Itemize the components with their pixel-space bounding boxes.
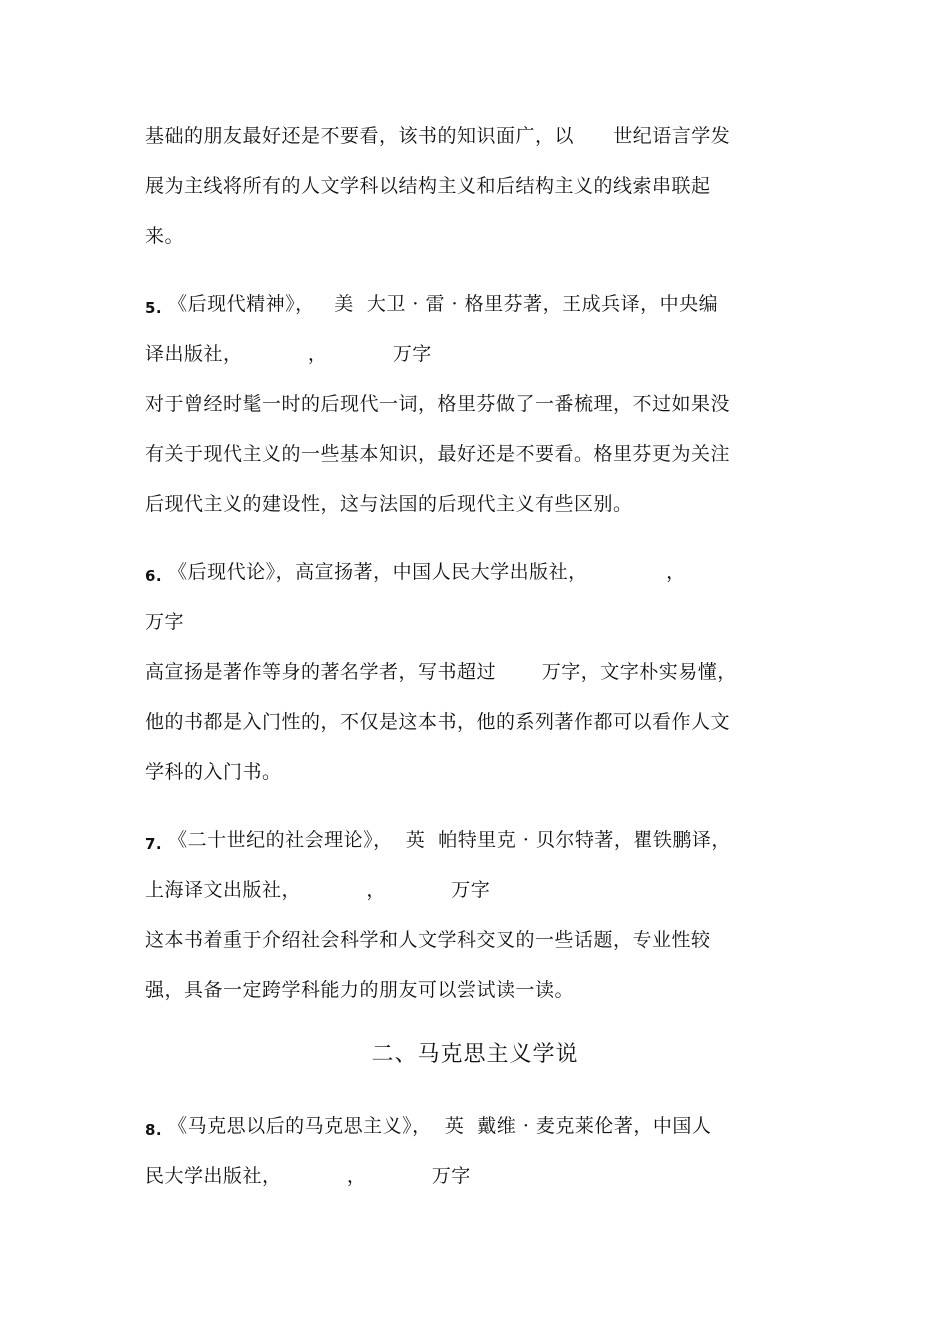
item-6-number: 6. xyxy=(145,567,163,585)
item-6-citation: 《后现代论》，高宣扬著，中国人民大学出版社， ， xyxy=(168,561,686,583)
item-5-citation: 《后现代精神》， 美 大卫 · 雷 · 格里芬著，王成兵译，中央编 xyxy=(168,293,719,315)
item-5-citation-line-1 xyxy=(145,291,718,318)
item-7-citation: 《二十世纪的社会理论》， 英 帕特里克 · 贝尔特著，瞿铁鹏译， xyxy=(168,829,731,851)
intro-line-1: 基础的朋友最好还是不要看，该书的知识面广，以 世纪语言学发 xyxy=(145,125,731,147)
item-6-desc-line-1: 高宣扬是著作等身的著名学者，写书超过 万字，文字朴实易懂， xyxy=(145,661,737,683)
item-7-desc-line-2: 强，具备一定跨学科能力的朋友可以尝试读一读。 xyxy=(145,979,575,1001)
item-6-citation-line-2: 万字 xyxy=(145,611,185,633)
item-6-desc-line-3: 学科的入门书。 xyxy=(145,761,282,783)
item-5-citation-line-2: 译出版社， ， 万字 xyxy=(145,343,432,365)
item-6-citation-line-1 xyxy=(145,559,686,586)
item-8-citation: 《马克思以后的马克思主义》， 英 戴维 · 麦克莱伦著，中国人 xyxy=(168,1115,712,1137)
intro-line-2: 展为主线将所有的人文学科以结构主义和后结构主义的线索串联起 xyxy=(145,175,711,197)
item-8-citation-line-1 xyxy=(145,1113,711,1140)
intro-line-3: 来。 xyxy=(145,225,185,247)
item-6-desc-line-2: 他的书都是入门性的，不仅是这本书，他的系列著作都可以看作人文 xyxy=(145,711,731,733)
item-7-desc-line-1: 这本书着重于介绍社会科学和人文学科交叉的一些话题，专业性较 xyxy=(145,929,711,951)
section-heading: 二、马克思主义学说 xyxy=(371,1042,579,1067)
item-8-number: 8. xyxy=(145,1121,163,1139)
item-5-number: 5. xyxy=(145,299,163,317)
item-7-number: 7. xyxy=(145,835,163,853)
item-8-citation-line-2: 民大学出版社， ， 万字 xyxy=(145,1165,471,1187)
item-7-citation-line-2: 上海译文出版社， ， 万字 xyxy=(145,879,491,901)
item-5-desc-line-1: 对于曾经时髦一时的后现代一词，格里芬做了一番梳理，不过如果没 xyxy=(145,393,731,415)
item-7-citation-line-1 xyxy=(145,827,731,854)
item-5-desc-line-3: 后现代主义的建设性，这与法国的后现代主义有些区别。 xyxy=(145,493,633,515)
item-5-desc-line-2: 有关于现代主义的一些基本知识，最好还是不要看。格里芬更为关注 xyxy=(145,443,731,465)
